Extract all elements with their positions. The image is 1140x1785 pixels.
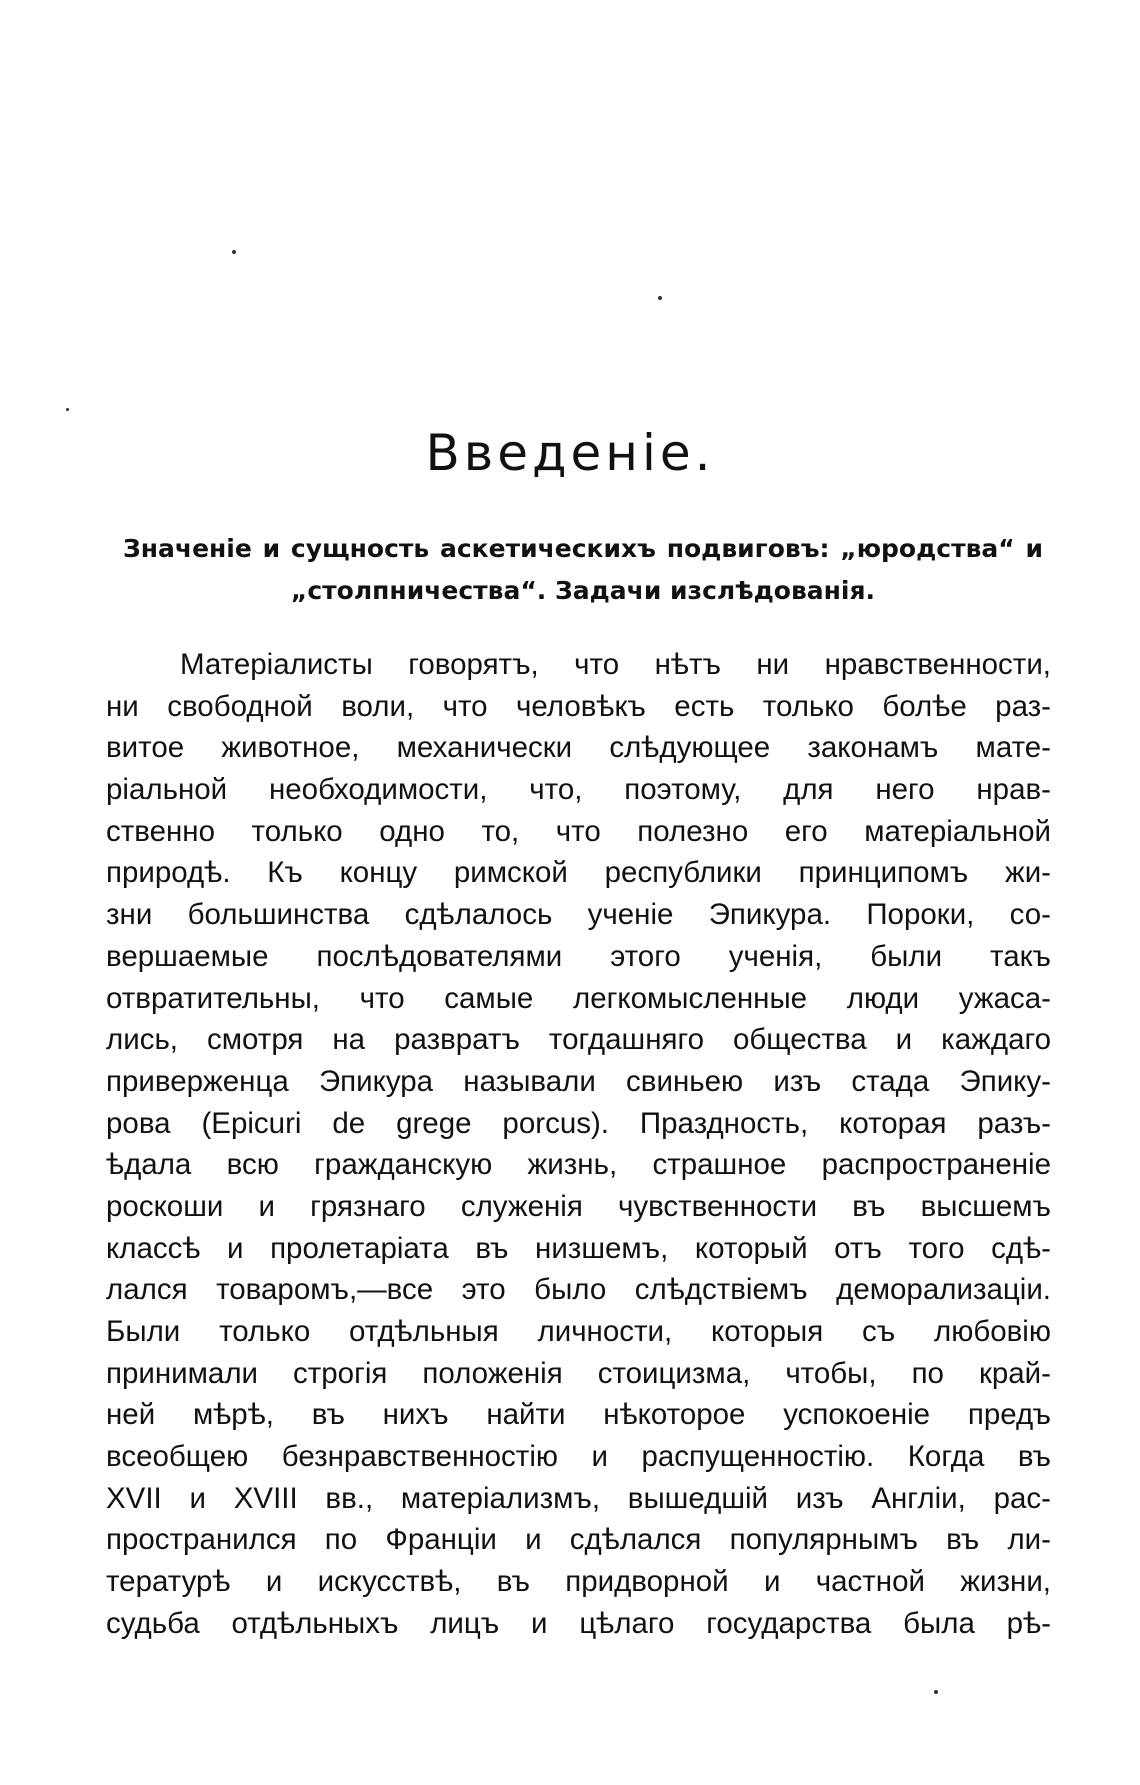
text-line: витое животное, механически слѣдующее законамъ мате-	[106, 731, 1051, 765]
text-line: приверженца Эпикура называли свиньею изъ стада Эпику-	[106, 1064, 1051, 1098]
chapter-title: Введенiе.	[425, 424, 715, 482]
print-speck	[934, 1690, 938, 1694]
text-line: принимали строгiя положенiя стоицизма, чтобы, по край-	[106, 1356, 1051, 1390]
print-speck	[658, 296, 662, 300]
text-line: Матерiалисты говорятъ, что нѣтъ ни нравственности,	[180, 648, 1051, 681]
print-speck	[66, 408, 69, 411]
text-line: лался товаромъ,—все это было слѣдствiемъ деморализацiи.	[106, 1273, 1051, 1307]
text-line: ней мѣрѣ, въ нихъ найти нѣкоторое успокоенiе предъ	[106, 1398, 1051, 1432]
text-line: зни большинства сдѣлалось ученiе Эпикура. Пороки, со-	[106, 898, 1051, 932]
chapter-subtitle	[123, 528, 1043, 612]
text-line: природѣ. Къ концу римской республики принципомъ жи-	[106, 856, 1051, 890]
body-paragraph	[106, 644, 1051, 1645]
text-line: ѣдала всю гражданскую жизнь, страшное распространенiе	[106, 1148, 1051, 1182]
text-line: тературѣ и искусствѣ, въ придворной и частной жизни,	[106, 1565, 1051, 1599]
text-line: классѣ и пролетарiата въ низшемъ, который отъ того сдѣ-	[106, 1231, 1051, 1265]
subtitle-line: „столпничества“. Задачи изслѣдованiя.	[290, 576, 876, 605]
text-line: роскоши и грязнаго служенiя чувственности въ высшемъ	[106, 1189, 1051, 1223]
text-line: рiальной необходимости, что, поэтому, для него нрав-	[106, 773, 1051, 807]
subtitle-line: Значенiе и сущность аскетическихъ подвиговъ: „юродства“ и	[123, 534, 1043, 563]
text-line: XVII и XVIII вв., матерiализмъ, вышедшiй изъ Англiи, рас-	[106, 1481, 1051, 1515]
text-line: всеобщею безнравственностiю и распущенностiю. Когда въ	[106, 1440, 1051, 1474]
text-line: ственно только одно то, что полезно его матерiальной	[106, 814, 1051, 848]
text-line: Были только отдѣльныя личности, которыя съ любовiю	[106, 1315, 1051, 1348]
text-line: судьба отдѣльныхъ лицъ и цѣлаго государства была рѣ-	[106, 1606, 1051, 1640]
text-line: лись, смотря на развратъ тогдашняго общества и каждаго	[106, 1023, 1051, 1057]
text-line: пространился по Францiи и сдѣлался популярнымъ въ ли-	[106, 1523, 1051, 1557]
print-speck	[232, 250, 236, 254]
text-line: ни свободной воли, что человѣкъ есть только болѣе раз-	[106, 689, 1051, 723]
text-line: рова (Epicuri de grege porcus). Праздность, которая разъ-	[106, 1106, 1051, 1140]
text-line: отвратительны, что самые легкомысленные люди ужаса-	[106, 981, 1051, 1015]
text-line: вершаемые послѣдователями этого ученiя, были такъ	[106, 939, 1051, 973]
